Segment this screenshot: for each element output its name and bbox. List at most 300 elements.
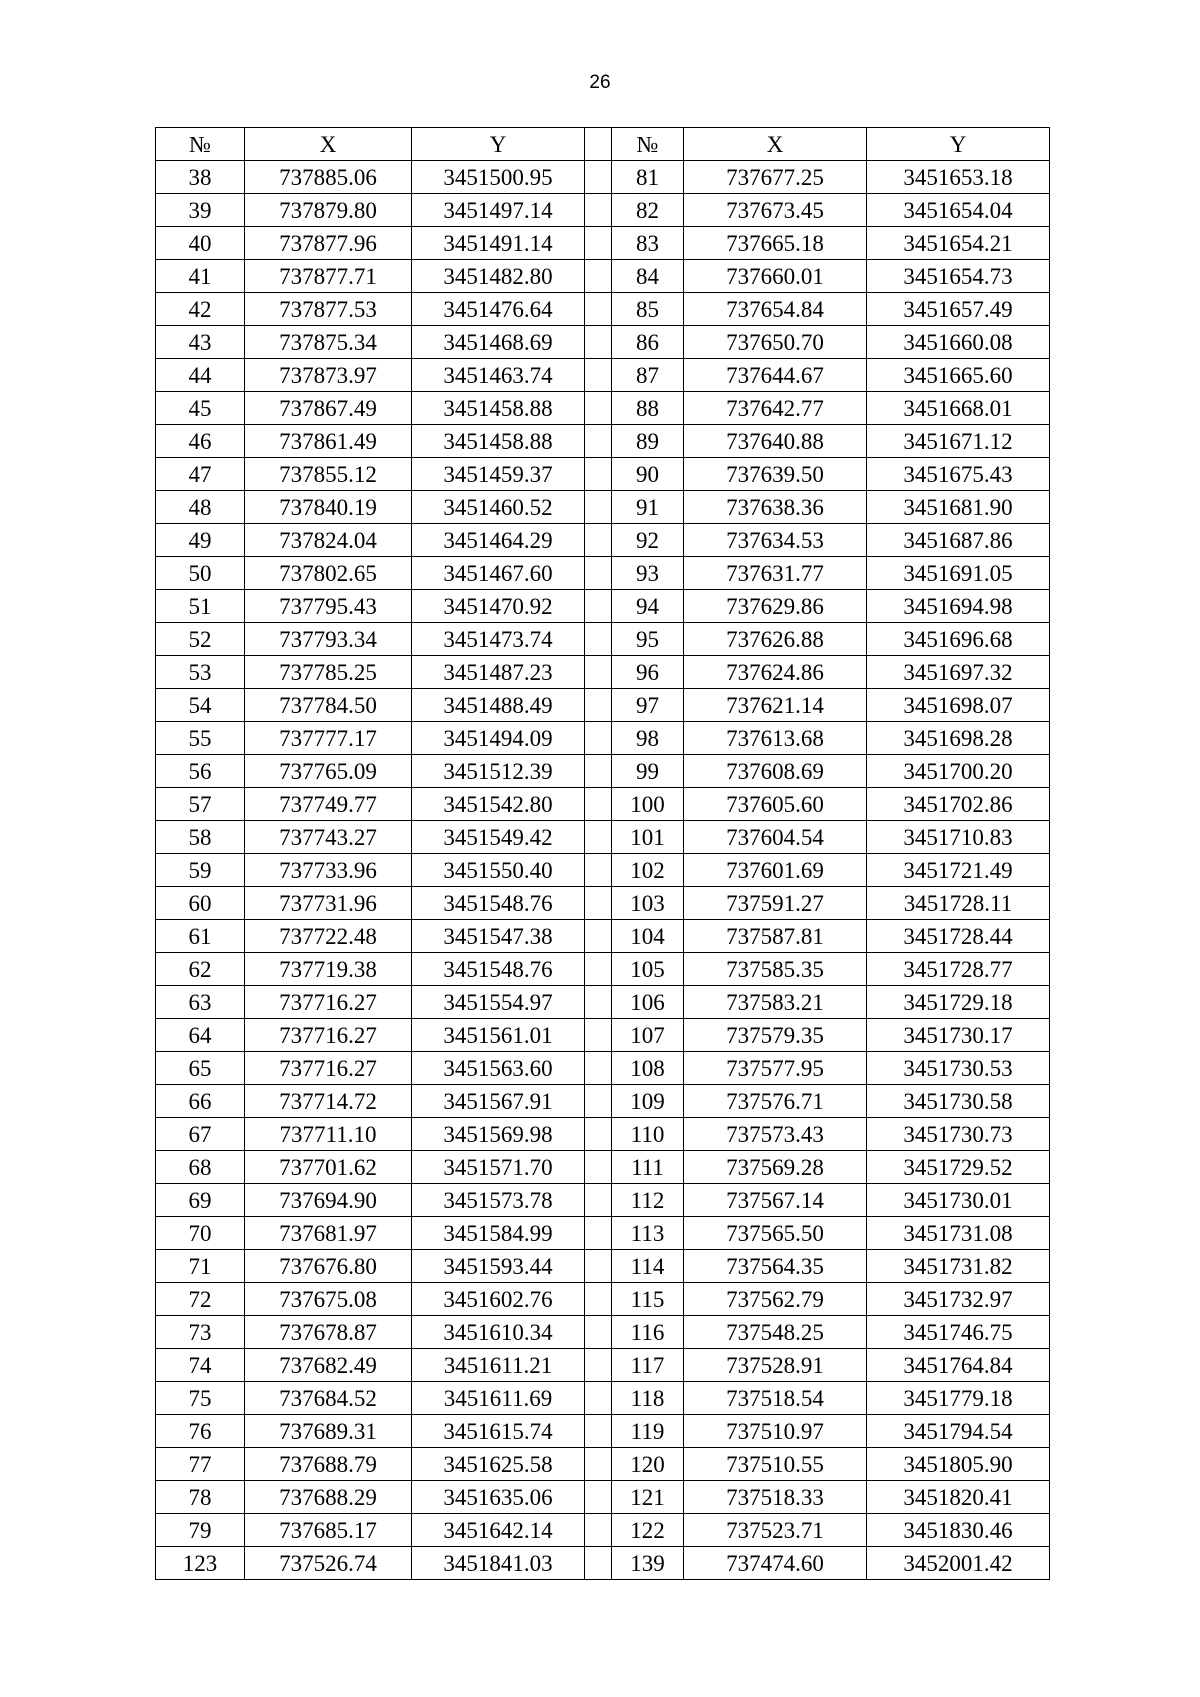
separator-cell	[585, 491, 612, 524]
x-coordinate-left: 737689.31	[245, 1415, 412, 1448]
point-number-right: 119	[612, 1415, 684, 1448]
point-number-left: 69	[156, 1184, 245, 1217]
y-coordinate-left: 3451550.40	[412, 854, 585, 887]
y-coordinate-right: 3451764.84	[867, 1349, 1050, 1382]
point-number-right: 103	[612, 887, 684, 920]
separator-cell	[585, 326, 612, 359]
y-coordinate-left: 3451561.01	[412, 1019, 585, 1052]
point-number-left: 57	[156, 788, 245, 821]
point-number-left: 46	[156, 425, 245, 458]
y-coordinate-right: 3451696.68	[867, 623, 1050, 656]
point-number-left: 58	[156, 821, 245, 854]
x-coordinate-right: 737642.77	[684, 392, 867, 425]
point-number-left: 77	[156, 1448, 245, 1481]
y-coordinate-left: 3451642.14	[412, 1514, 585, 1547]
y-coordinate-left: 3451476.64	[412, 293, 585, 326]
point-number-left: 68	[156, 1151, 245, 1184]
point-number-right: 98	[612, 722, 684, 755]
y-coordinate-right: 3451694.98	[867, 590, 1050, 623]
point-number-right: 116	[612, 1316, 684, 1349]
y-coordinate-right: 3451671.12	[867, 425, 1050, 458]
point-number-left: 73	[156, 1316, 245, 1349]
table-row	[156, 755, 1050, 788]
y-coordinate-right: 3451697.32	[867, 656, 1050, 689]
table-row	[156, 1250, 1050, 1283]
y-coordinate-right: 3451654.04	[867, 194, 1050, 227]
x-coordinate-right: 737567.14	[684, 1184, 867, 1217]
point-number-left: 48	[156, 491, 245, 524]
y-coordinate-right: 3451730.58	[867, 1085, 1050, 1118]
x-coordinate-right: 737510.97	[684, 1415, 867, 1448]
x-coordinate-left: 737685.17	[245, 1514, 412, 1547]
separator-cell	[585, 392, 612, 425]
x-coordinate-left: 737681.97	[245, 1217, 412, 1250]
y-coordinate-left: 3451458.88	[412, 425, 585, 458]
x-coordinate-left: 737716.27	[245, 1052, 412, 1085]
point-number-right: 122	[612, 1514, 684, 1547]
y-coordinate-left: 3451569.98	[412, 1118, 585, 1151]
point-number-right: 83	[612, 227, 684, 260]
x-coordinate-right: 737631.77	[684, 557, 867, 590]
x-coordinate-right: 737639.50	[684, 458, 867, 491]
point-number-left: 71	[156, 1250, 245, 1283]
separator-cell	[585, 1151, 612, 1184]
x-coordinate-right: 737523.71	[684, 1514, 867, 1547]
point-number-left: 65	[156, 1052, 245, 1085]
point-number-left: 50	[156, 557, 245, 590]
x-coordinate-left: 737784.50	[245, 689, 412, 722]
y-coordinate-right: 3451668.01	[867, 392, 1050, 425]
point-number-left: 53	[156, 656, 245, 689]
point-number-left: 49	[156, 524, 245, 557]
y-coordinate-left: 3451470.92	[412, 590, 585, 623]
y-coordinate-left: 3451497.14	[412, 194, 585, 227]
separator-cell	[585, 227, 612, 260]
table-row	[156, 854, 1050, 887]
point-number-left: 72	[156, 1283, 245, 1316]
point-number-right: 90	[612, 458, 684, 491]
point-number-left: 44	[156, 359, 245, 392]
table-row	[156, 953, 1050, 986]
separator-cell	[585, 887, 612, 920]
separator-cell	[585, 524, 612, 557]
y-coordinate-right: 3451675.43	[867, 458, 1050, 491]
point-number-left: 78	[156, 1481, 245, 1514]
y-coordinate-right: 3451691.05	[867, 557, 1050, 590]
point-number-right: 81	[612, 161, 684, 194]
x-coordinate-left: 737795.43	[245, 590, 412, 623]
separator-cell	[585, 128, 612, 161]
table-row	[156, 1316, 1050, 1349]
separator-cell	[585, 1415, 612, 1448]
y-coordinate-right: 3451830.46	[867, 1514, 1050, 1547]
x-coordinate-right: 737579.35	[684, 1019, 867, 1052]
table-row	[156, 1481, 1050, 1514]
table-row	[156, 227, 1050, 260]
table-row	[156, 491, 1050, 524]
separator-cell	[585, 953, 612, 986]
x-coordinate-right: 737585.35	[684, 953, 867, 986]
y-coordinate-right: 3451730.01	[867, 1184, 1050, 1217]
point-number-left: 70	[156, 1217, 245, 1250]
y-coordinate-right: 3451681.90	[867, 491, 1050, 524]
y-coordinate-left: 3451602.76	[412, 1283, 585, 1316]
x-coordinate-right: 737608.69	[684, 755, 867, 788]
y-coordinate-left: 3451467.60	[412, 557, 585, 590]
x-coordinate-left: 737877.96	[245, 227, 412, 260]
y-coordinate-right: 3451721.49	[867, 854, 1050, 887]
y-coordinate-left: 3451611.69	[412, 1382, 585, 1415]
y-coordinate-right: 3451653.18	[867, 161, 1050, 194]
table-row	[156, 1415, 1050, 1448]
separator-cell	[585, 1019, 612, 1052]
separator-cell	[585, 986, 612, 1019]
point-number-left: 39	[156, 194, 245, 227]
header-num-right: №	[612, 128, 684, 161]
x-coordinate-right: 737613.68	[684, 722, 867, 755]
point-number-right: 96	[612, 656, 684, 689]
table-row	[156, 1349, 1050, 1382]
y-coordinate-right: 3451729.18	[867, 986, 1050, 1019]
y-coordinate-left: 3451571.70	[412, 1151, 585, 1184]
x-coordinate-right: 737624.86	[684, 656, 867, 689]
y-coordinate-right: 3451700.20	[867, 755, 1050, 788]
table-row	[156, 161, 1050, 194]
x-coordinate-left: 737714.72	[245, 1085, 412, 1118]
y-coordinate-right: 3451746.75	[867, 1316, 1050, 1349]
x-coordinate-right: 737518.33	[684, 1481, 867, 1514]
point-number-left: 64	[156, 1019, 245, 1052]
x-coordinate-right: 737673.45	[684, 194, 867, 227]
x-coordinate-left: 737875.34	[245, 326, 412, 359]
y-coordinate-right: 3451665.60	[867, 359, 1050, 392]
point-number-left: 38	[156, 161, 245, 194]
separator-cell	[585, 689, 612, 722]
point-number-right: 115	[612, 1283, 684, 1316]
y-coordinate-left: 3451563.60	[412, 1052, 585, 1085]
x-coordinate-right: 737591.27	[684, 887, 867, 920]
x-coordinate-left: 737877.71	[245, 260, 412, 293]
point-number-left: 76	[156, 1415, 245, 1448]
y-coordinate-right: 3451698.07	[867, 689, 1050, 722]
separator-cell	[585, 821, 612, 854]
separator-cell	[585, 788, 612, 821]
x-coordinate-right: 737583.21	[684, 986, 867, 1019]
separator-cell	[585, 161, 612, 194]
point-number-right: 112	[612, 1184, 684, 1217]
separator-cell	[585, 854, 612, 887]
separator-cell	[585, 590, 612, 623]
point-number-right: 108	[612, 1052, 684, 1085]
point-number-right: 105	[612, 953, 684, 986]
separator-cell	[585, 1514, 612, 1547]
x-coordinate-right: 737665.18	[684, 227, 867, 260]
table-row	[156, 623, 1050, 656]
point-number-right: 99	[612, 755, 684, 788]
y-coordinate-left: 3451458.88	[412, 392, 585, 425]
x-coordinate-left: 737867.49	[245, 392, 412, 425]
point-number-left: 42	[156, 293, 245, 326]
x-coordinate-left: 737743.27	[245, 821, 412, 854]
table-row	[156, 656, 1050, 689]
y-coordinate-right: 3451654.21	[867, 227, 1050, 260]
y-coordinate-left: 3451573.78	[412, 1184, 585, 1217]
x-coordinate-left: 737802.65	[245, 557, 412, 590]
point-number-right: 100	[612, 788, 684, 821]
y-coordinate-right: 3451730.17	[867, 1019, 1050, 1052]
y-coordinate-right: 3451779.18	[867, 1382, 1050, 1415]
separator-cell	[585, 1448, 612, 1481]
table-row	[156, 326, 1050, 359]
separator-cell	[585, 722, 612, 755]
x-coordinate-right: 737577.95	[684, 1052, 867, 1085]
y-coordinate-left: 3451542.80	[412, 788, 585, 821]
x-coordinate-left: 737765.09	[245, 755, 412, 788]
point-number-right: 118	[612, 1382, 684, 1415]
y-coordinate-left: 3451482.80	[412, 260, 585, 293]
point-number-left: 61	[156, 920, 245, 953]
point-number-right: 85	[612, 293, 684, 326]
x-coordinate-right: 737605.60	[684, 788, 867, 821]
x-coordinate-left: 737873.97	[245, 359, 412, 392]
x-coordinate-right: 737626.88	[684, 623, 867, 656]
y-coordinate-left: 3451547.38	[412, 920, 585, 953]
table-row	[156, 1547, 1050, 1580]
y-coordinate-left: 3451460.52	[412, 491, 585, 524]
table-row	[156, 458, 1050, 491]
point-number-right: 94	[612, 590, 684, 623]
table-row	[156, 1118, 1050, 1151]
x-coordinate-right: 737565.50	[684, 1217, 867, 1250]
x-coordinate-left: 737684.52	[245, 1382, 412, 1415]
separator-cell	[585, 1283, 612, 1316]
y-coordinate-right: 3451728.44	[867, 920, 1050, 953]
point-number-left: 79	[156, 1514, 245, 1547]
separator-cell	[585, 557, 612, 590]
page-number: 26	[589, 72, 611, 93]
point-number-right: 121	[612, 1481, 684, 1514]
table-row	[156, 821, 1050, 854]
table-row	[156, 1085, 1050, 1118]
x-coordinate-right: 737564.35	[684, 1250, 867, 1283]
x-coordinate-right: 737528.91	[684, 1349, 867, 1382]
separator-cell	[585, 623, 612, 656]
y-coordinate-left: 3451512.39	[412, 755, 585, 788]
separator-cell	[585, 359, 612, 392]
point-number-right: 93	[612, 557, 684, 590]
table-row	[156, 1382, 1050, 1415]
y-coordinate-right: 3451820.41	[867, 1481, 1050, 1514]
table-header-row	[156, 128, 1050, 161]
y-coordinate-left: 3451841.03	[412, 1547, 585, 1580]
x-coordinate-right: 737634.53	[684, 524, 867, 557]
x-coordinate-right: 737660.01	[684, 260, 867, 293]
point-number-right: 89	[612, 425, 684, 458]
point-number-left: 51	[156, 590, 245, 623]
separator-cell	[585, 1316, 612, 1349]
y-coordinate-left: 3451593.44	[412, 1250, 585, 1283]
point-number-left: 47	[156, 458, 245, 491]
point-number-right: 117	[612, 1349, 684, 1382]
x-coordinate-right: 737640.88	[684, 425, 867, 458]
point-number-left: 60	[156, 887, 245, 920]
x-coordinate-right: 737654.84	[684, 293, 867, 326]
point-number-right: 104	[612, 920, 684, 953]
header-num-left: №	[156, 128, 245, 161]
separator-cell	[585, 656, 612, 689]
y-coordinate-left: 3451463.74	[412, 359, 585, 392]
point-number-left: 45	[156, 392, 245, 425]
point-number-left: 62	[156, 953, 245, 986]
y-coordinate-right: 3451654.73	[867, 260, 1050, 293]
x-coordinate-right: 737569.28	[684, 1151, 867, 1184]
point-number-left: 54	[156, 689, 245, 722]
table-row	[156, 1217, 1050, 1250]
point-number-left: 52	[156, 623, 245, 656]
x-coordinate-left: 737777.17	[245, 722, 412, 755]
x-coordinate-left: 737861.49	[245, 425, 412, 458]
separator-cell	[585, 1382, 612, 1415]
point-number-right: 106	[612, 986, 684, 1019]
x-coordinate-right: 737474.60	[684, 1547, 867, 1580]
y-coordinate-left: 3451473.74	[412, 623, 585, 656]
header-y-left: Y	[412, 128, 585, 161]
x-coordinate-right: 737548.25	[684, 1316, 867, 1349]
table-row	[156, 887, 1050, 920]
table-row	[156, 1283, 1050, 1316]
x-coordinate-right: 737587.81	[684, 920, 867, 953]
table-row	[156, 425, 1050, 458]
y-coordinate-left: 3451500.95	[412, 161, 585, 194]
point-number-right: 102	[612, 854, 684, 887]
table-body	[156, 161, 1050, 1580]
x-coordinate-left: 737716.27	[245, 1019, 412, 1052]
x-coordinate-left: 737731.96	[245, 887, 412, 920]
point-number-right: 82	[612, 194, 684, 227]
x-coordinate-left: 737877.53	[245, 293, 412, 326]
x-coordinate-left: 737675.08	[245, 1283, 412, 1316]
y-coordinate-right: 3451730.53	[867, 1052, 1050, 1085]
point-number-left: 55	[156, 722, 245, 755]
y-coordinate-right: 3451729.52	[867, 1151, 1050, 1184]
point-number-right: 114	[612, 1250, 684, 1283]
y-coordinate-right: 3451730.73	[867, 1118, 1050, 1151]
y-coordinate-left: 3451615.74	[412, 1415, 585, 1448]
point-number-left: 56	[156, 755, 245, 788]
separator-cell	[585, 755, 612, 788]
x-coordinate-right: 737518.54	[684, 1382, 867, 1415]
y-coordinate-left: 3451549.42	[412, 821, 585, 854]
y-coordinate-right: 3451657.49	[867, 293, 1050, 326]
y-coordinate-right: 3451710.83	[867, 821, 1050, 854]
separator-cell	[585, 1184, 612, 1217]
y-coordinate-left: 3451635.06	[412, 1481, 585, 1514]
table-row	[156, 1448, 1050, 1481]
point-number-left: 40	[156, 227, 245, 260]
separator-cell	[585, 1052, 612, 1085]
y-coordinate-left: 3451487.23	[412, 656, 585, 689]
x-coordinate-right: 737638.36	[684, 491, 867, 524]
point-number-left: 59	[156, 854, 245, 887]
x-coordinate-right: 737604.54	[684, 821, 867, 854]
y-coordinate-right: 3451660.08	[867, 326, 1050, 359]
y-coordinate-right: 3451687.86	[867, 524, 1050, 557]
separator-cell	[585, 260, 612, 293]
x-coordinate-right: 737629.86	[684, 590, 867, 623]
point-number-right: 91	[612, 491, 684, 524]
separator-cell	[585, 1118, 612, 1151]
point-number-left: 123	[156, 1547, 245, 1580]
y-coordinate-left: 3451610.34	[412, 1316, 585, 1349]
y-coordinate-right: 3452001.42	[867, 1547, 1050, 1580]
y-coordinate-left: 3451584.99	[412, 1217, 585, 1250]
y-coordinate-right: 3451698.28	[867, 722, 1050, 755]
separator-cell	[585, 1085, 612, 1118]
x-coordinate-left: 737711.10	[245, 1118, 412, 1151]
x-coordinate-left: 737855.12	[245, 458, 412, 491]
x-coordinate-left: 737688.79	[245, 1448, 412, 1481]
x-coordinate-left: 737840.19	[245, 491, 412, 524]
y-coordinate-left: 3451548.76	[412, 953, 585, 986]
table-row	[156, 1151, 1050, 1184]
x-coordinate-right: 737510.55	[684, 1448, 867, 1481]
x-coordinate-left: 737526.74	[245, 1547, 412, 1580]
separator-cell	[585, 293, 612, 326]
table-row	[156, 260, 1050, 293]
point-number-right: 107	[612, 1019, 684, 1052]
y-coordinate-left: 3451464.29	[412, 524, 585, 557]
table-row	[156, 986, 1050, 1019]
table-row	[156, 557, 1050, 590]
table-row	[156, 590, 1050, 623]
table-row	[156, 524, 1050, 557]
y-coordinate-left: 3451494.09	[412, 722, 585, 755]
table-row	[156, 392, 1050, 425]
point-number-right: 111	[612, 1151, 684, 1184]
y-coordinate-left: 3451468.69	[412, 326, 585, 359]
y-coordinate-right: 3451794.54	[867, 1415, 1050, 1448]
header-y-right: Y	[867, 128, 1050, 161]
x-coordinate-left: 737676.80	[245, 1250, 412, 1283]
y-coordinate-left: 3451611.21	[412, 1349, 585, 1382]
separator-cell	[585, 458, 612, 491]
point-number-right: 120	[612, 1448, 684, 1481]
x-coordinate-left: 737694.90	[245, 1184, 412, 1217]
separator-cell	[585, 1349, 612, 1382]
x-coordinate-left: 737879.80	[245, 194, 412, 227]
y-coordinate-left: 3451459.37	[412, 458, 585, 491]
point-number-right: 109	[612, 1085, 684, 1118]
header-x-right: X	[684, 128, 867, 161]
x-coordinate-left: 737824.04	[245, 524, 412, 557]
table-row	[156, 689, 1050, 722]
separator-cell	[585, 1547, 612, 1580]
y-coordinate-right: 3451728.11	[867, 887, 1050, 920]
x-coordinate-right: 737621.14	[684, 689, 867, 722]
x-coordinate-left: 737722.48	[245, 920, 412, 953]
separator-cell	[585, 1250, 612, 1283]
point-number-right: 113	[612, 1217, 684, 1250]
separator-cell	[585, 194, 612, 227]
y-coordinate-right: 3451805.90	[867, 1448, 1050, 1481]
x-coordinate-left: 737716.27	[245, 986, 412, 1019]
x-coordinate-right: 737677.25	[684, 161, 867, 194]
x-coordinate-left: 737688.29	[245, 1481, 412, 1514]
y-coordinate-right: 3451702.86	[867, 788, 1050, 821]
x-coordinate-right: 737573.43	[684, 1118, 867, 1151]
point-number-right: 95	[612, 623, 684, 656]
point-number-left: 41	[156, 260, 245, 293]
